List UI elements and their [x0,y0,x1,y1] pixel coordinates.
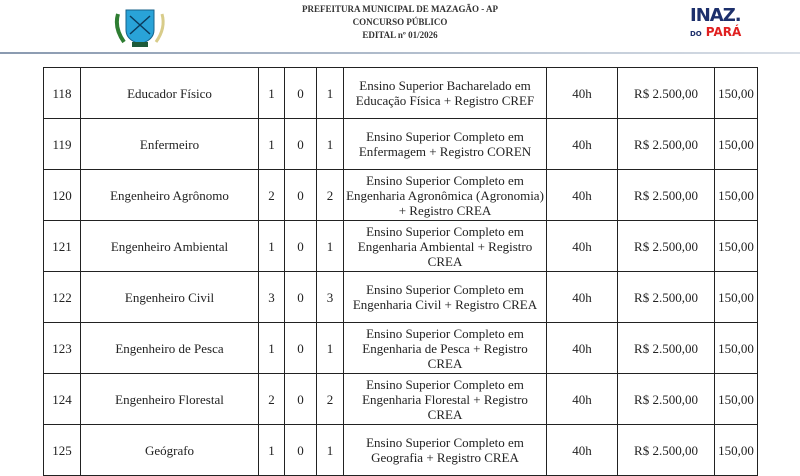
cell-requirements: Ensino Superior Completo em Engenharia Florestal + Registro CREA [344,374,547,425]
cell-role: Engenheiro de Pesca [81,323,259,374]
cell-hours: 40h [547,374,618,425]
cell-code: 125 [44,425,81,476]
cell-code: 121 [44,221,81,272]
cell-reserved: 0 [285,221,317,272]
cell-reserved: 0 [285,68,317,119]
cell-vacancies: 2 [259,374,285,425]
cell-code: 122 [44,272,81,323]
cell-vacancies: 1 [259,221,285,272]
cell-salary: R$ 2.500,00 [618,272,715,323]
table-row [44,374,758,425]
cell-fee: 150,00 [715,119,758,170]
title-line-3: EDITAL nº 01/2026 [362,30,438,40]
title-line-2: CONCURSO PÚBLICO [352,17,448,27]
cell-code: 123 [44,323,81,374]
positions-table [43,67,758,476]
cell-vacancies: 1 [259,323,285,374]
cell-requirements: Ensino Superior Completo em Engenharia de Pesca + Registro CREA [344,323,547,374]
inaz-logo-bottom: PARÁ [705,25,742,39]
cell-vacancies: 3 [259,272,285,323]
cell-fee: 150,00 [715,323,758,374]
cell-role: Geógrafo [81,425,259,476]
cell-requirements: Ensino Superior Completo em Engenharia Ambiental + Registro CREA [344,221,547,272]
cell-total: 3 [317,272,344,323]
inaz-logo-do: DO [690,30,702,38]
cell-role: Enfermeiro [81,119,259,170]
cell-role: Engenheiro Civil [81,272,259,323]
table-row [44,323,758,374]
cell-salary: R$ 2.500,00 [618,119,715,170]
cell-requirements: Ensino Superior Completo em Engenharia Civil + Registro CREA [344,272,547,323]
cell-vacancies: 1 [259,68,285,119]
cell-role: Educador Físico [81,68,259,119]
cell-hours: 40h [547,425,618,476]
document-header [0,0,800,53]
cell-role: Engenheiro Agrônomo [81,170,259,221]
cell-hours: 40h [547,272,618,323]
cell-requirements: Ensino Superior Completo em Engenharia Agronômica (Agronomia) + Registro CREA [344,170,547,221]
cell-fee: 150,00 [715,221,758,272]
cell-code: 124 [44,374,81,425]
cell-fee: 150,00 [715,170,758,221]
cell-salary: R$ 2.500,00 [618,323,715,374]
cell-total: 1 [317,323,344,374]
cell-reserved: 0 [285,272,317,323]
cell-requirements: Ensino Superior Completo em Enfermagem + Registro COREN [344,119,547,170]
cell-total: 2 [317,170,344,221]
table-row [44,425,758,476]
cell-fee: 150,00 [715,68,758,119]
inaz-logo [690,6,750,46]
table-row [44,272,758,323]
cell-vacancies: 1 [259,119,285,170]
cell-hours: 40h [547,323,618,374]
cell-salary: R$ 2.500,00 [618,68,715,119]
cell-hours: 40h [547,68,618,119]
cell-salary: R$ 2.500,00 [618,425,715,476]
cell-reserved: 0 [285,425,317,476]
header-separator [0,52,800,54]
cell-code: 120 [44,170,81,221]
cell-requirements: Ensino Superior Bacharelado em Educação Física + Registro CREF [344,68,547,119]
cell-fee: 150,00 [715,374,758,425]
cell-fee: 150,00 [715,272,758,323]
cell-fee: 150,00 [715,425,758,476]
cell-reserved: 0 [285,374,317,425]
cell-code: 118 [44,68,81,119]
municipal-coat-of-arms-icon [112,4,168,48]
cell-code: 119 [44,119,81,170]
cell-hours: 40h [547,221,618,272]
table-row [44,221,758,272]
inaz-logo-top: INAZ. [690,5,741,26]
cell-salary: R$ 2.500,00 [618,374,715,425]
cell-total: 1 [317,68,344,119]
cell-reserved: 0 [285,323,317,374]
cell-total: 1 [317,425,344,476]
cell-salary: R$ 2.500,00 [618,170,715,221]
cell-reserved: 0 [285,119,317,170]
document-title [250,3,550,42]
cell-salary: R$ 2.500,00 [618,221,715,272]
cell-role: Engenheiro Florestal [81,374,259,425]
cell-total: 1 [317,221,344,272]
cell-hours: 40h [547,170,618,221]
table-row [44,119,758,170]
cell-requirements: Ensino Superior Completo em Geografia + Registro CREA [344,425,547,476]
table-row [44,170,758,221]
cell-hours: 40h [547,119,618,170]
cell-reserved: 0 [285,170,317,221]
cell-total: 2 [317,374,344,425]
table-row [44,68,758,119]
title-line-1: PREFEITURA MUNICIPAL DE MAZAGÃO - AP [301,4,499,14]
cell-role: Engenheiro Ambiental [81,221,259,272]
cell-vacancies: 2 [259,170,285,221]
cell-total: 1 [317,119,344,170]
cell-vacancies: 1 [259,425,285,476]
